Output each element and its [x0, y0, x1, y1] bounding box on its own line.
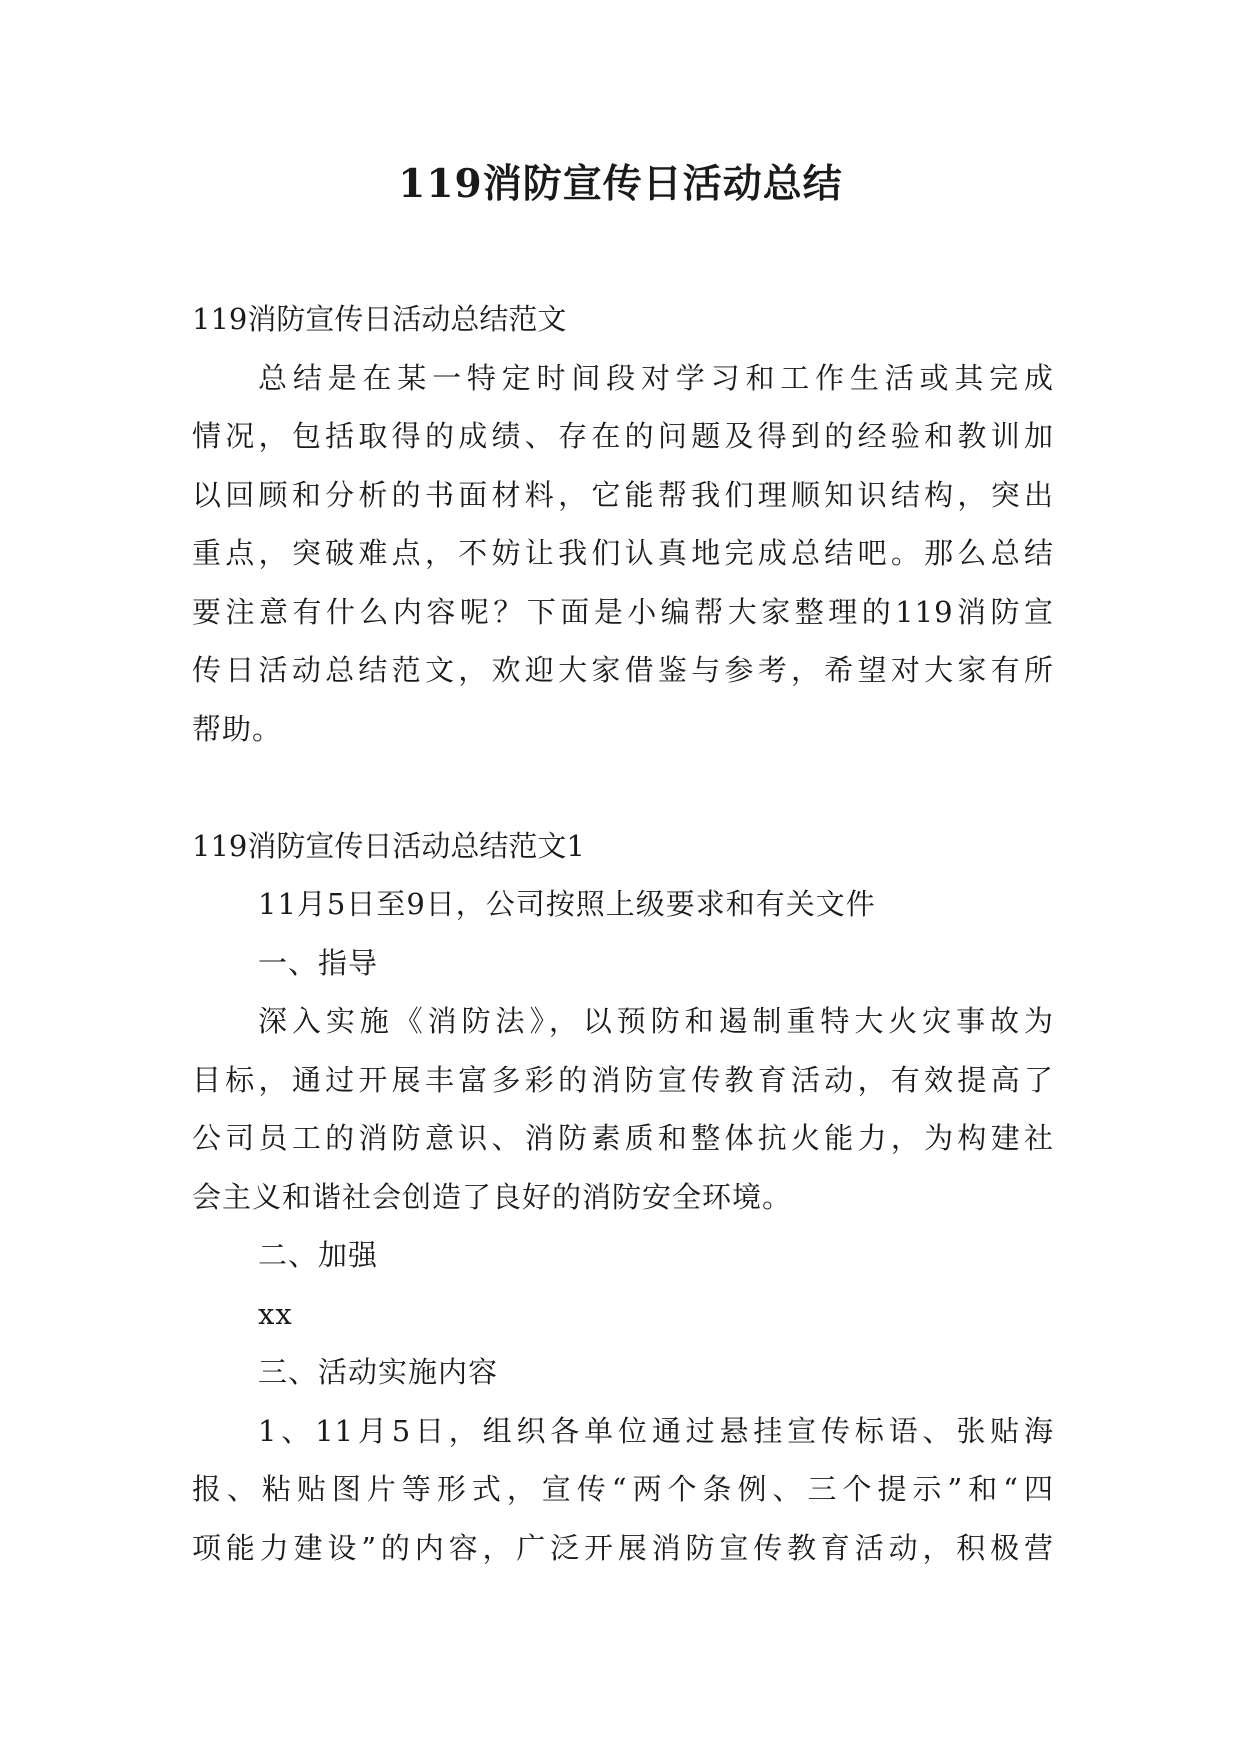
intro-line: 要注意有什么内容呢？下面是小编帮大家整理的119消防宣: [192, 594, 1054, 629]
content-line: 1、11月5日，组织各单位通过悬挂宣传标语、张贴海: [258, 1413, 1054, 1448]
intro-line: 帮助。: [192, 711, 283, 746]
intro-line: 总结是在某一特定时间段对学习和工作生活或其完成: [258, 360, 1054, 395]
guide-line: 公司员工的消防意识、消防素质和整体抗火能力，为构建社: [192, 1121, 1054, 1155]
intro-line: 以回顾和分析的书面材料，它能帮我们理顺知识结构，突出: [192, 477, 1054, 512]
content-paragraph: [192, 1402, 1054, 1578]
paragraph-gap: [192, 758, 1054, 817]
guide-line: 深入实施《消防法》，以预防和遏制重特大火灾事故为: [258, 1004, 1054, 1038]
guide-line: 目标，通过开展丰富多彩的消防宣传教育活动，有效提高了: [192, 1062, 1054, 1097]
content-heading: 三、活动实施内容: [258, 1355, 499, 1389]
guide-paragraph: [192, 992, 1054, 1226]
document-title: 119消防宣传日活动总结: [398, 161, 843, 207]
document-body: [192, 290, 1054, 1577]
guide-line: 会主义和谐社会创造了良好的消防安全环境。: [192, 1179, 793, 1214]
subtitle: 119消防宣传日活动总结范文: [192, 302, 567, 336]
placeholder-text: xx: [258, 1296, 293, 1331]
content-line: 项能力建设”的内容，广泛开展消防宣传教育活动，积极营: [192, 1530, 1054, 1565]
section-heading: 119消防宣传日活动总结范文1: [192, 828, 585, 863]
content-line: 报、粘贴图片等形式，宣传“两个条例、三个提示”和“四: [192, 1472, 1054, 1506]
intro-line: 重点，突破难点，不妨让我们认真地完成总结吧。那么总结: [192, 536, 1054, 570]
guide-heading: 一、指导: [258, 945, 379, 980]
intro-paragraph: [192, 349, 1054, 759]
intro-line: 情况，包括取得的成绩、存在的问题及得到的经验和教训加: [192, 419, 1054, 453]
section-first-line: 11月5日至9日，公司按照上级要求和有关文件: [258, 887, 876, 921]
strengthen-heading: 二、加强: [258, 1238, 379, 1272]
intro-line: 传日活动总结范文，欢迎大家借鉴与参考，希望对大家有所: [192, 653, 1054, 687]
